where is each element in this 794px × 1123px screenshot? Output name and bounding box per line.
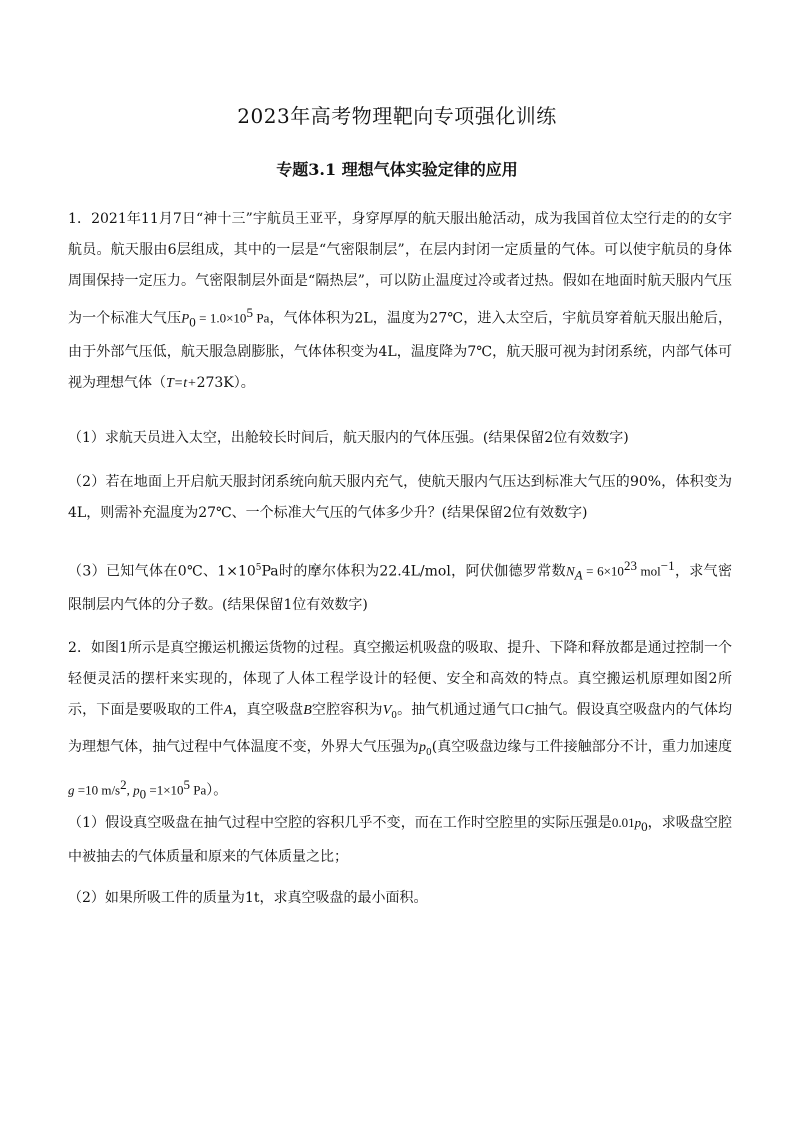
q1-3-exponent: 5: [255, 563, 262, 573]
q1-3-text-b: Pa时的摩尔体积为22.4L/mol，阿伏伽德罗常数: [261, 563, 566, 580]
p0b-subscript: 0: [139, 786, 147, 802]
q1-text-c: 273K）。: [196, 375, 255, 392]
p0b-unit: Pa: [190, 782, 207, 798]
q2-text-a: 2．如图1所示是真空搬运机搬运货物的过程。真空搬运机吸盘的吸取、提升、下降和释放都是通过控制一个轻便灵活的摆杆来实现的，体现了人体工程学设计的轻便、安全和高效的特点。真空搬运机原理如图2所示，下面是要吸取的工件: [68, 640, 732, 718]
question-1-stem: [68, 204, 732, 399]
p0-unit: Pa: [252, 310, 270, 326]
p0-subscript: 0: [189, 314, 196, 330]
suction-cup-symbol: B: [303, 703, 312, 718]
p0-exponent: 5: [246, 305, 253, 320]
workpiece-symbol: A: [223, 703, 233, 718]
q1-text-a: 1．2021年11月7日“神十三”宇航员王亚平，身穿厚厚的航天服出舱活动，成为我国首位太空行走的的女宇航员。航天服由6层组成，其中的一层是“气密限制层”，在层内封闭一定质量的气体。可以使宇航员的身体周围保持一定压力。气密限制层外面是“隔热层”，可以防止温度过冷或者过热。假如在地面时航天服内气压为一个标准大气压: [68, 211, 732, 327]
q2-1-coefficient: 0.01: [611, 815, 635, 830]
q1-3-text-a: （3）已知气体在0℃、1×10: [68, 563, 256, 580]
q2-text-g: ）。: [206, 782, 228, 799]
question-1-part-1: （1）求航天员进入太空，出舱较长时间后，航天服内的气体压强。(结果保留2位有效数字): [68, 430, 629, 446]
q2-1-p-subscript: 0: [641, 818, 648, 834]
q1-text-b: ，气体体积为2L，温度为27℃，进入太空后，宇航员穿着航天服出舱后，由于外部气压低，航天服急剧膨胀，气体体积变为4L，温度降为7℃，航天服可视为封闭系统，内部气体可视为理想气体（: [68, 310, 732, 392]
g-value: =10 m/s: [74, 782, 121, 798]
document-title: 2023年高考物理靶向专项强化训练: [237, 104, 557, 128]
document-subtitle: 专题3.1 理想气体实验定律的应用: [276, 160, 518, 179]
question-1-part-2: （2）若在地面上开启航天服封闭系统向航天服内充气，使航天服内气压达到标准大气压的90%，体积变为4L，则需补充温度为27℃、一个标准大气压的气体多少升？(结果保留2位有效数字): [68, 474, 732, 521]
temperature-relation: T=t+: [166, 376, 197, 392]
q2-1-text-a: （1）假设真空吸盘在抽气过程中空腔的容积几乎不变，而在工作时空腔里的实际压强是: [68, 815, 612, 831]
g-exponent: 2: [120, 776, 127, 792]
q2-text-c: 空腔容积为: [311, 702, 383, 718]
q2-1-text-b: ，求吸盘空腔中被抽去的气体质量和原来的气体质量之比；: [68, 815, 733, 865]
question-1-part-3: [68, 550, 732, 621]
q2-text-d: 。抽气机通过通气口: [397, 702, 525, 718]
p0b-exponent: 5: [183, 776, 191, 792]
na-subscript: A: [574, 567, 583, 583]
p0-symbol-q2: p: [418, 739, 426, 755]
p0-subscript-q2: 0: [425, 747, 432, 758]
question-2-part-2: （2）如果所吸工件的质量为1t，求真空吸盘的最小面积。: [68, 890, 428, 906]
p0-symbol: P: [181, 310, 190, 326]
p0b-value: =1×10: [146, 782, 184, 798]
v0-symbol: V: [382, 703, 392, 718]
q2-text-e: 抽气。假设真空吸盘内的气体均为理想气体，抽气过程中气体温度不变，外界大气压强为: [68, 702, 733, 755]
question-2-part-1: [68, 807, 732, 873]
vent-symbol: C: [524, 703, 534, 718]
na-unit-exponent: −1: [660, 558, 675, 573]
v0-subscript: 0: [391, 710, 397, 721]
question-2-stem: [68, 633, 732, 809]
q1-3-text-c: ，求气密限制层内气体的分子数。(结果保留1位有效数字): [68, 563, 733, 614]
g-symbol: g: [68, 782, 75, 798]
q2-text-f: (真空吸盘边缘与工件接触部分不计，重力加速度: [431, 738, 732, 755]
na-symbol: N: [565, 563, 575, 579]
q2-text-b: ，真空吸盘: [232, 702, 304, 718]
na-value: = 6×10: [582, 563, 624, 579]
p0b-symbol: , p: [126, 782, 140, 798]
na-unit: mol: [636, 563, 661, 579]
p0-value: = 1.0×10: [195, 310, 247, 326]
na-exponent: 23: [623, 558, 637, 573]
q2-1-p-symbol: p: [634, 815, 642, 830]
